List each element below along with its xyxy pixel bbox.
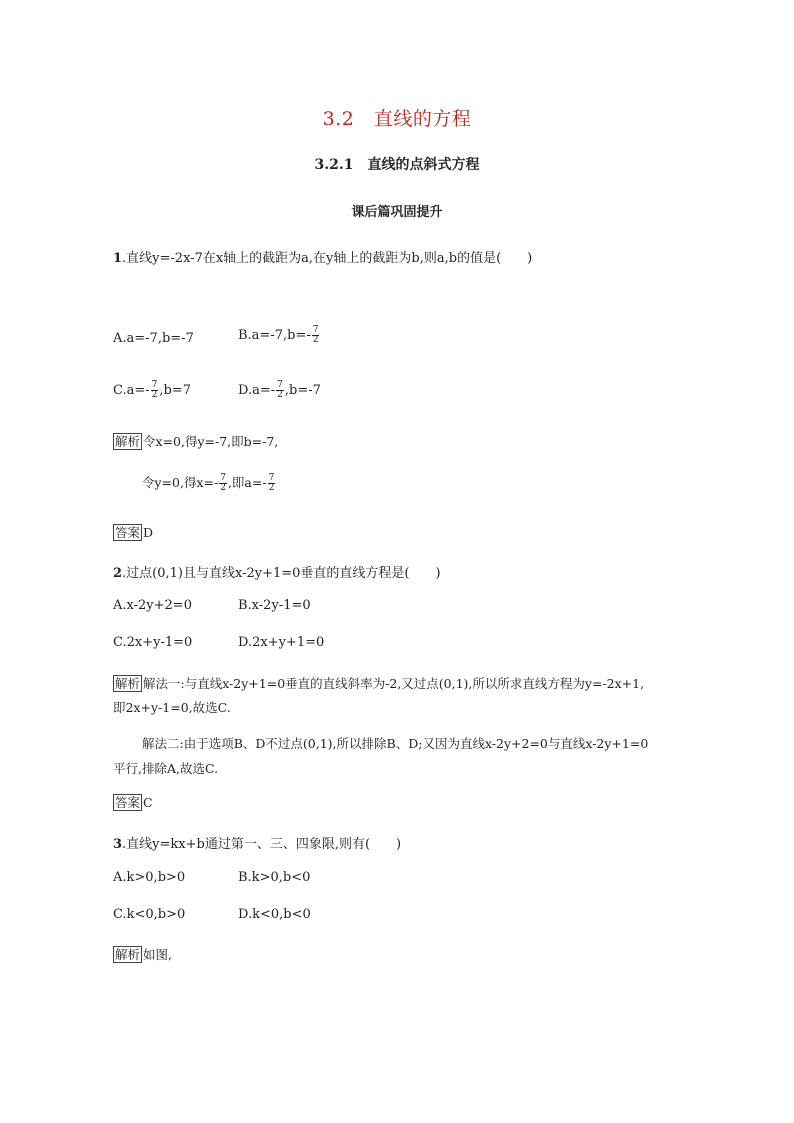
q2-analysis-line2: 即2x+y-1=0,故选C. (113, 700, 231, 715)
fraction-denominator: 2 (312, 335, 319, 345)
fraction-numerator: 7 (277, 380, 283, 390)
option-text: ,b=7 (159, 383, 192, 398)
question-stem: .过点(0,1)且与直线x-2y+1=0垂直的直线方程是( ) (122, 566, 441, 581)
q2-analysis (113, 674, 644, 692)
q3-option-d: D.k<0,b<0 (238, 907, 311, 922)
question-stem: .直线y=-2x-7在x轴上的截距为a,在y轴上的截距为b,则a,b的值是( ) (122, 251, 533, 266)
option-text: C.a=- (113, 383, 150, 398)
page-title: 3.2 直线的方程 (322, 108, 472, 130)
analysis-text: ,即a=- (227, 475, 267, 490)
analysis-text: 令x=0,得y=-7,即b=-7, (143, 434, 279, 449)
fraction (268, 474, 276, 493)
section-heading: 课后篇巩固提升 (351, 205, 443, 220)
question-3 (113, 833, 401, 852)
analysis-text: 如图, (143, 947, 172, 962)
page-subtitle: 3.2.1 直线的点斜式方程 (314, 157, 480, 173)
q2-option-c: C.2x+y-1=0 (113, 635, 193, 650)
fraction-numerator: 7 (151, 380, 158, 390)
answer-tag: 答案 (115, 525, 141, 540)
fraction-numerator: 7 (312, 325, 319, 335)
option-text: D.a=- (238, 383, 276, 398)
fraction-denominator: 2 (268, 483, 275, 493)
fraction-denominator: 2 (277, 390, 283, 400)
answer-tag: 答案 (115, 795, 141, 810)
q2-option-a: A.x-2y+2=0 (113, 598, 192, 613)
q3-option-b: B.k>0,b<0 (238, 870, 311, 885)
question-number: 3 (113, 837, 123, 852)
question-number: 2 (113, 566, 123, 581)
q1-analysis-line2 (142, 473, 276, 493)
q1-option-d (238, 381, 321, 400)
q1-answer (113, 524, 153, 541)
option-text: B.a=-7,b=- (238, 328, 311, 343)
question-stem: .直线y=kx+b通过第一、三、四象限,则有( ) (122, 837, 402, 852)
fraction (276, 381, 284, 400)
q2-answer (113, 794, 153, 811)
q2-option-b: B.x-2y-1=0 (238, 598, 311, 613)
q3-option-a: A.k>0,b>0 (113, 870, 186, 885)
fraction-numerator: 7 (268, 473, 275, 483)
question-1 (113, 247, 532, 266)
q1-analysis (113, 432, 278, 450)
analysis-tag: 解析 (115, 947, 141, 962)
analysis-tag: 解析 (115, 676, 141, 691)
fraction-denominator: 2 (220, 483, 226, 493)
q1-option-b (238, 326, 320, 345)
q3-option-c: C.k<0,b>0 (113, 907, 186, 922)
q3-analysis (113, 945, 172, 963)
q2-analysis-line4: 平行,排除A,故选C. (113, 761, 219, 776)
question-2 (113, 562, 441, 581)
fraction (219, 474, 227, 493)
answer-text: C (143, 795, 153, 810)
q2-analysis-line3: 解法二:由于选项B、D不过点(0,1),所以排除B、D;又因为直线x-2y+2=0与直线x-2y+1=0 (142, 736, 649, 751)
analysis-text: 解法一:与直线x-2y+1=0垂直的直线斜率为-2,又过点(0,1),所以所求直线方程为y=-2x+1, (143, 676, 645, 691)
fraction (312, 326, 320, 345)
fraction (151, 381, 159, 400)
fraction-numerator: 7 (220, 473, 226, 483)
option-text: ,b=-7 (284, 383, 321, 398)
answer-text: D (143, 525, 154, 540)
fraction-denominator: 2 (151, 390, 158, 400)
analysis-text: 令y=0,得x=- (142, 475, 219, 490)
question-number: 1 (113, 251, 123, 266)
q1-option-c (113, 381, 191, 400)
q1-option-a: A.a=-7,b=-7 (113, 331, 194, 346)
analysis-tag: 解析 (115, 434, 141, 449)
q2-option-d: D.2x+y+1=0 (238, 635, 325, 650)
